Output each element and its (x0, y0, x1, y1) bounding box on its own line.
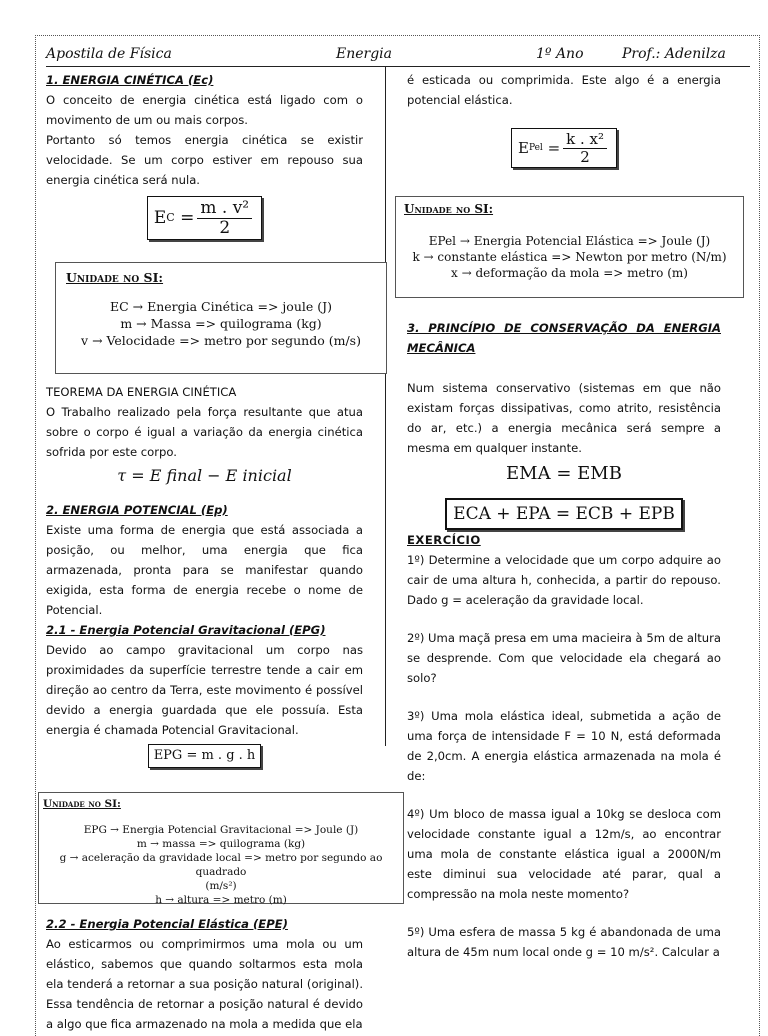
header-topic: Energia (336, 46, 392, 62)
exercise-3: 3º) Uma mola elástica ideal, submetida a ação de uma força de intensidade F = 10 N, está deformada de 2,0cm. A energia elástica armazenada na mola é de: (407, 709, 721, 783)
section-1-paragraph-1: O conceito de energia cinética está ligado com o movimento de um ou mais corpos. (46, 93, 363, 127)
exercise-5: 5º) Uma esfera de massa 5 kg é abandonada de uma altura de 45m num local onde g = 10 m/s². Calcular a (407, 925, 721, 959)
section-2-title: 2. ENERGIA POTENCIAL (Ep) (46, 503, 228, 517)
section-2-2-title: 2.2 - Energia Potencial Elástica (EPE) (46, 917, 288, 931)
section-1-title: 1. ENERGIA CINÉTICA (Ec) (46, 73, 214, 87)
left-column-2 (46, 382, 363, 772)
exercise-1: 1º) Determine a velocidade que um corpo adquire ao cair de uma altura h, conhecida, a partir do repouso. Dado g = aceleração da gravidade local. (407, 553, 721, 607)
left-column (46, 70, 363, 248)
section-3-title: 3. PRINCÍPIO DE CONSERVAÇÃO DA ENERGIA MECÂNICA (407, 321, 721, 355)
exercise-2: 2º) Uma maçã presa em uma macieira à 5m de altura se desprende. Com que velocidade ela chegará ao solo? (407, 631, 721, 685)
header-year: 1º Ano (536, 46, 584, 62)
elastic-continuation: é esticada ou comprimida. Este algo é a energia potencial elástica. (407, 73, 721, 107)
mechanical-energy-equality: EMA = EMB (506, 463, 622, 484)
exercise-title: EXERCÍCIO (407, 533, 481, 547)
right-column (407, 70, 721, 168)
unit-box-kinetic: Unidade no SI: EC → Energia Cinética => joule (J) m → Massa => quilograma (kg) v → Velocidade => metro por segundo (m/s) (55, 262, 387, 374)
column-divider (385, 66, 386, 746)
exercise-4: 4º) Um bloco de massa igual a 10kg se desloca com velocidade constante igual a 12m/s, ao encontrar uma mola de constante elástica igual a 2000N/m este diminui sua velocidade até parar, qual a compressão na mola neste momento? (407, 807, 721, 901)
left-column-3 (46, 914, 363, 1034)
section-2-2-paragraph: Ao esticarmos ou comprimirmos uma mola ou um elástico, sabemos que quando soltarmos esta mola ela tenderá a retornar a sua posição natural (original). Essa tendência de retornar a posição natural é devido a algo que fica armazenado na mola a medida que ela (46, 937, 363, 1031)
page-header (46, 44, 750, 67)
conservation-formula: ECA + EPA = ECB + EPB (445, 498, 683, 530)
elastic-energy-formula: E Pel = $\frac{\text{k . x²}}{2}$ (511, 128, 617, 168)
theorem-paragraph: O Trabalho realizado pela força resultante que atua sobre o corpo é igual a variação da energia cinética sofrida por este corpo. (46, 405, 363, 459)
gravitational-energy-formula: EPG = m . g . h (148, 744, 262, 768)
unit-box-elastic: Unidade no SI: EPel → Energia Potencial Elástica => Joule (J) k → constante elástica => Newton por metro (N/m) x → deformação da mola => metro (m) (395, 196, 744, 298)
section-2-paragraph: Existe uma forma de energia que está associada a posição, ou melhor, uma energia que fica armazenada, pronta para se manifestar quando exigida, esta forma de energia recebe o nome de Potencial. (46, 523, 363, 617)
section-3-paragraph: Num sistema conservativo (sistemas em que não existam forças dissipativas, como atrito, resistência do ar, etc.) a energia mecânica será sempre a mesma em qualquer instante. (407, 381, 721, 455)
right-column-2 (407, 318, 721, 980)
unit-box-gravitational: Unidade no SI: EPG → Energia Potencial Gravitacional => Joule (J) m → massa => quilograma (kg) g → aceleração da gravidade local => metro por segundo ao quadrado (m/s²) h → altura => metro (m) (38, 792, 404, 904)
work-energy-formula: τ = E final − E inicial (117, 466, 292, 485)
kinetic-energy-formula: E C = $\frac{\text{m . v²}}{2}$ (147, 196, 262, 240)
section-2-1-title: 2.1 - Energia Potencial Gravitacional (EPG) (46, 623, 326, 637)
theorem-title: TEOREMA DA ENERGIA CINÉTICA (46, 385, 237, 399)
section-1-paragraph-2: Portanto só temos energia cinética se existir velocidade. Se um corpo estiver em repouso sua energia cinética será nula. (46, 133, 363, 187)
header-teacher: Prof.: Adenilza (622, 46, 726, 62)
header-course: Apostila de Física (46, 46, 172, 62)
section-2-1-paragraph: Devido ao campo gravitacional um corpo nas proximidades da superfície terrestre tende a cair em direção ao centro da Terra, este movimento é possível devido a energia guardada que ele possuía. Esta energia é chamada Potencial Gravitacional. (46, 643, 363, 737)
